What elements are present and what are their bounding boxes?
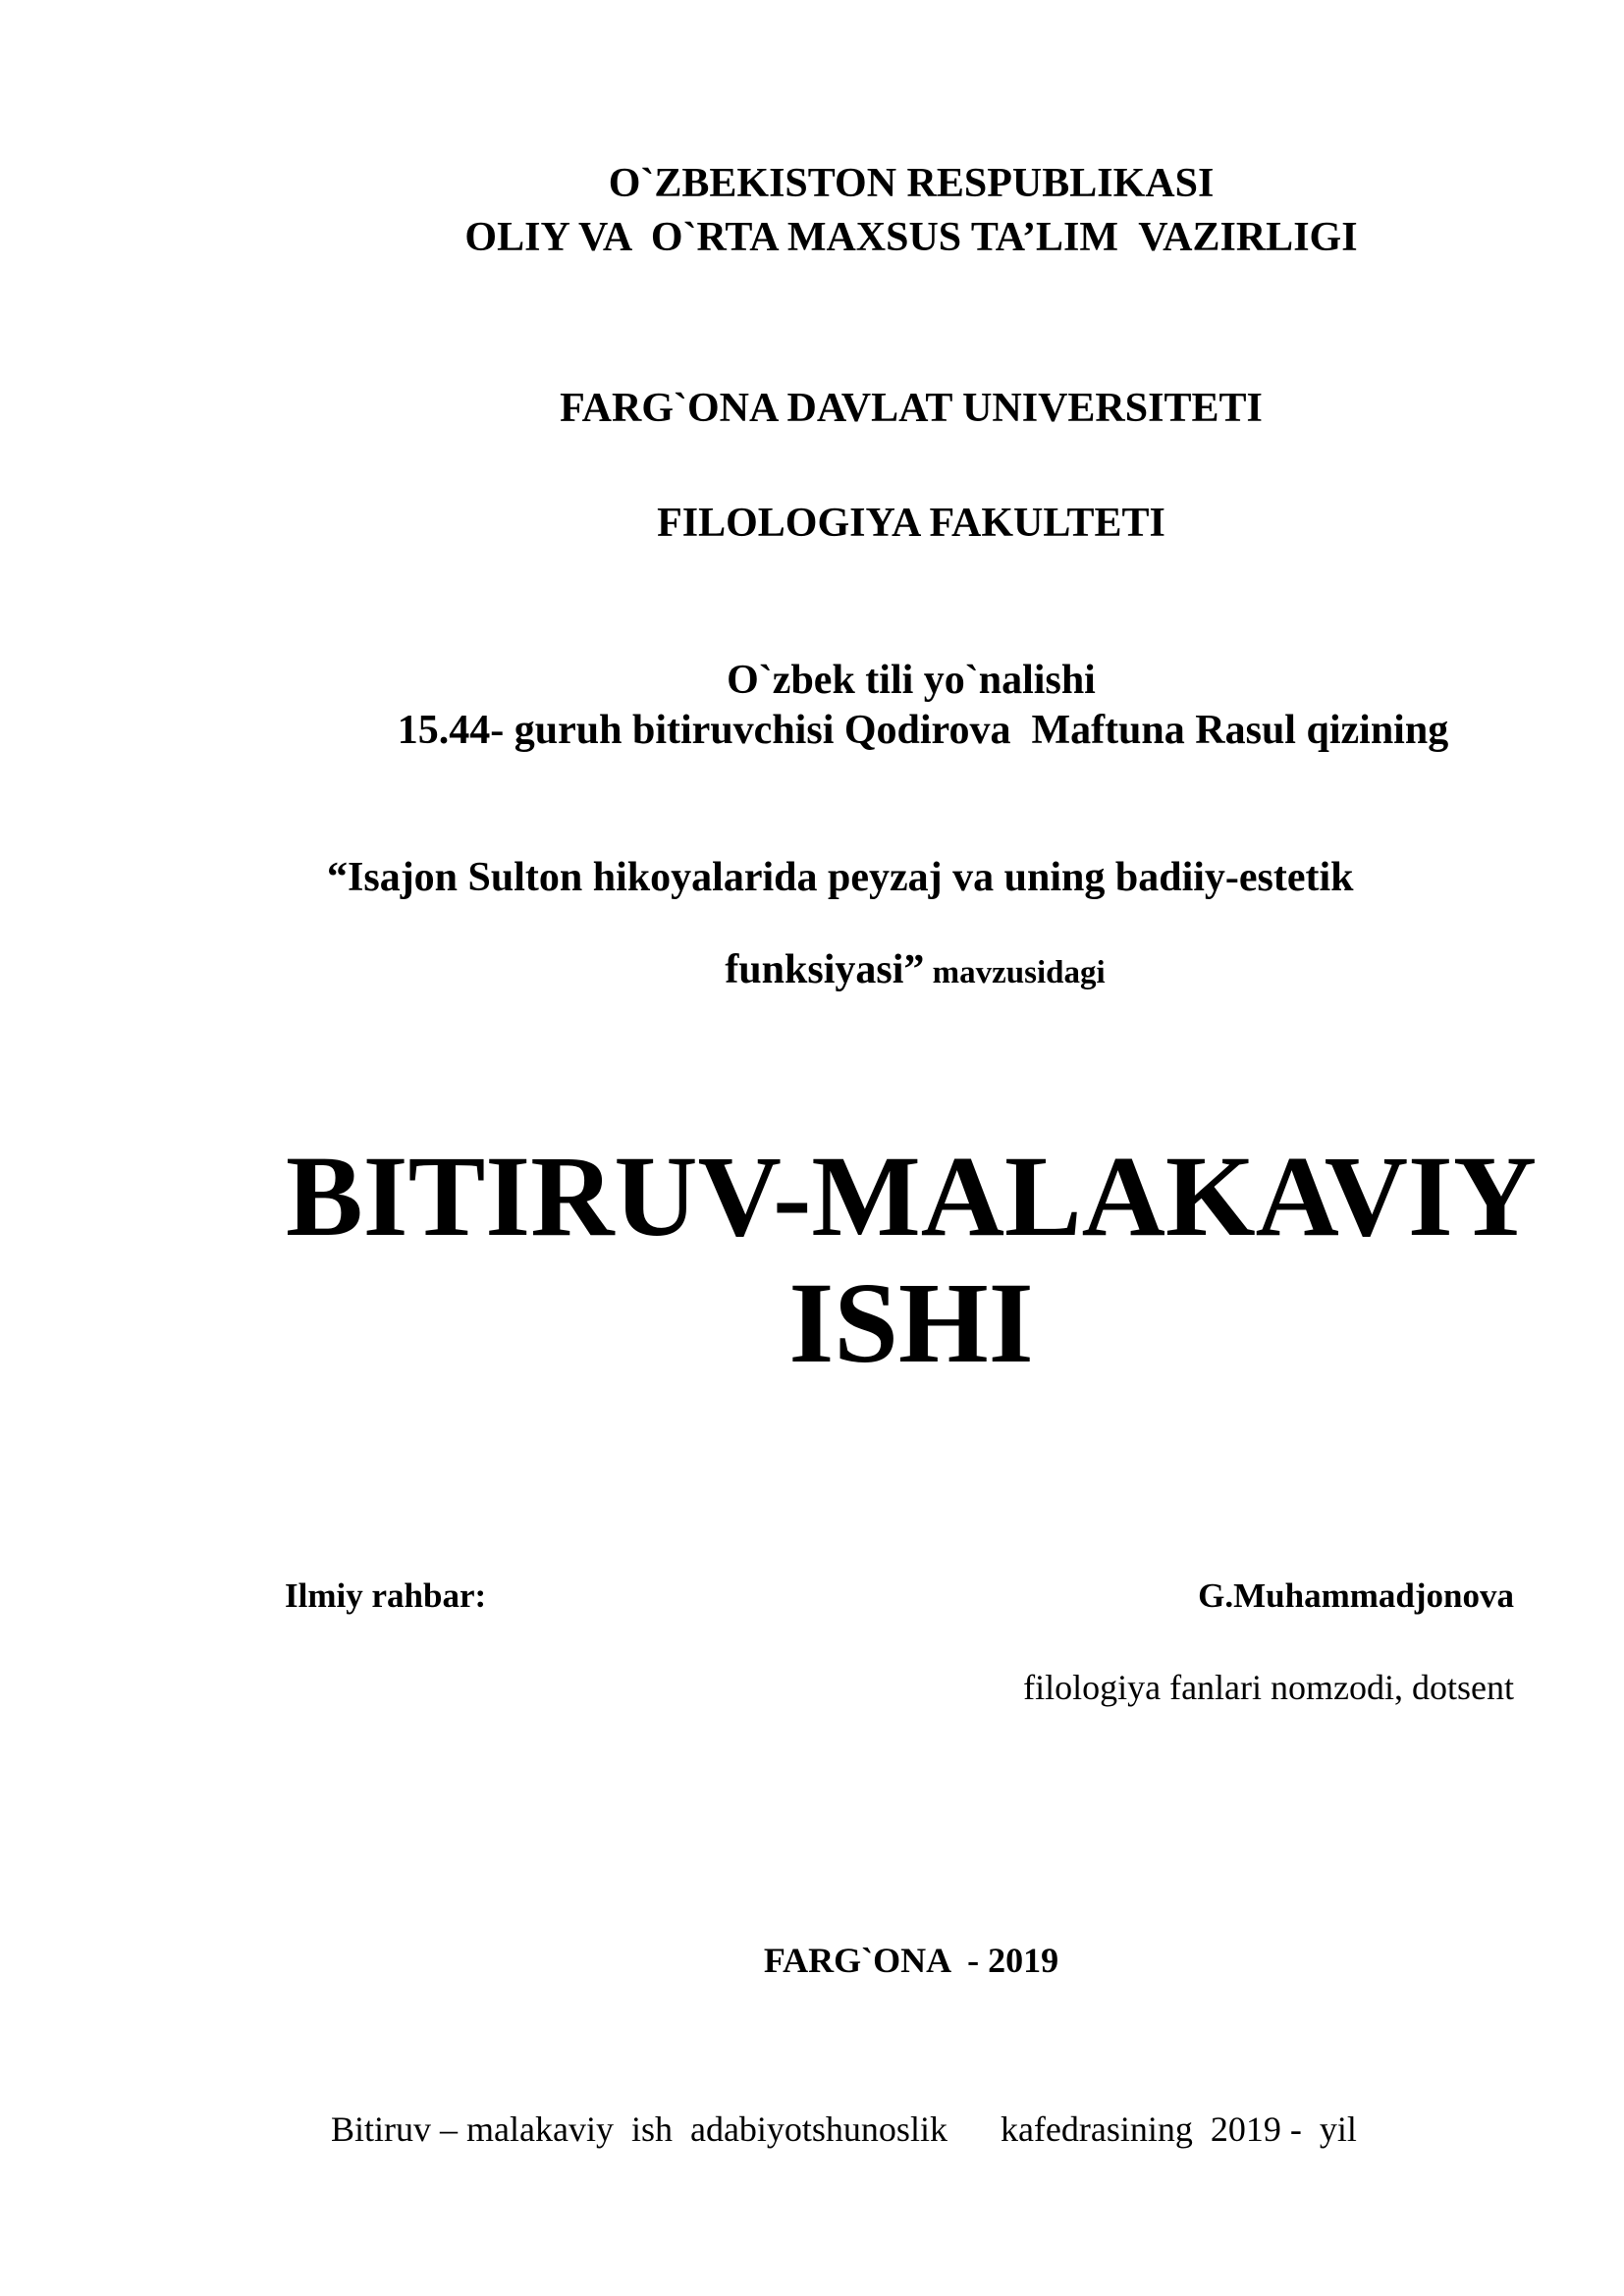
document-title-line-1: BITIRUV-MALAKAVIY <box>285 1132 1538 1260</box>
document-title-line-2: ISHI <box>788 1258 1034 1387</box>
supervisor-degree: filologiya fanlari nomzodi, dotsent <box>1023 1668 1514 1707</box>
topic-line-1: “Isajon Sulton hikoyalarida peyzaj va uning badiiy-estetik <box>327 855 1354 900</box>
republic-heading: O`ZBEKISTON RESPUBLIKASI <box>608 161 1215 206</box>
student-direction: O`zbek tili yo`nalishi <box>727 658 1096 703</box>
supervisor-label: Ilmiy rahbar: <box>285 1576 487 1615</box>
supervisor-name: G.Muhammadjonova <box>1198 1576 1514 1615</box>
faculty-heading: FILOLOGIYA FAKULTETI <box>657 501 1165 546</box>
topic-suffix: mavzusidagi <box>924 955 1106 990</box>
footer-note: Bitiruv – malakaviy ish adabiyotshunoslik kafedrasining 2019 - yil <box>331 2109 1357 2149</box>
ministry-heading: OLIY VA O`RTA MAXSUS TA’LIM VAZIRLIGI <box>464 215 1358 260</box>
topic-title-end: funksiyasi” <box>725 947 925 992</box>
place-year: FARG`ONA - 2019 <box>763 1941 1059 1980</box>
student-group-line: 15.44- guruh bitiruvchisi Qodirova Maftuna Rasul qizining <box>397 708 1449 753</box>
topic-line-2 <box>0 934 1624 990</box>
university-heading: FARG`ONA DAVLAT UNIVERSITETI <box>560 386 1263 431</box>
